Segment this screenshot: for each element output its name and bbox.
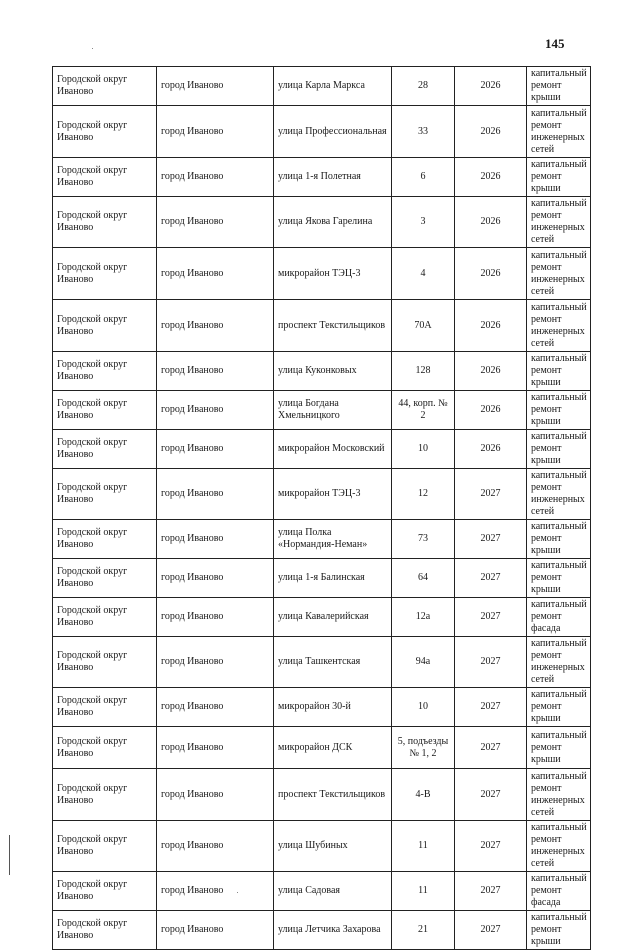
table-row: [53, 469, 591, 520]
street-cell: проспект Текстильщиков: [274, 300, 392, 352]
street-cell: микрорайон ДСК: [274, 727, 392, 769]
city-cell: город Иваново: [157, 769, 274, 821]
house-cell: 44, корп. № 2: [392, 391, 455, 430]
year-cell: 2027: [455, 598, 527, 637]
table-row: [53, 300, 591, 352]
year-cell: 2026: [455, 67, 527, 106]
street-cell: улица Летчика Захарова: [274, 911, 392, 950]
city-cell: город Иваново: [157, 598, 274, 637]
table-row: [53, 769, 591, 821]
city-cell: город Иваново: [157, 352, 274, 391]
table-row: [53, 430, 591, 469]
page-number: 145: [545, 36, 565, 51]
work-type-cell: капитальный ремонт фасада: [527, 872, 591, 911]
year-cell: 2027: [455, 688, 527, 727]
work-type-cell: капитальный ремонт крыши: [527, 391, 591, 430]
work-type-cell: капитальный ремонт инженерных сетей: [527, 769, 591, 821]
street-cell: улица Кавалерийская: [274, 598, 392, 637]
city-cell: город Иваново: [157, 248, 274, 300]
year-cell: 2026: [455, 248, 527, 300]
house-cell: 12а: [392, 598, 455, 637]
house-cell: 11: [392, 872, 455, 911]
district-cell: Городской округ Иваново: [53, 67, 157, 106]
house-cell: 64: [392, 559, 455, 598]
city-cell: город Иваново: [157, 559, 274, 598]
street-cell: улица Якова Гарелина: [274, 197, 392, 248]
table-row: [53, 911, 591, 950]
year-cell: 2027: [455, 911, 527, 950]
street-cell: улица Ташкентская: [274, 637, 392, 688]
street-cell: улица Карла Маркса: [274, 67, 392, 106]
district-cell: Городской округ Иваново: [53, 637, 157, 688]
house-cell: 94а: [392, 637, 455, 688]
table-row: [53, 559, 591, 598]
repair-schedule-table: [52, 66, 591, 950]
work-type-cell: капитальный ремонт крыши: [527, 559, 591, 598]
year-cell: 2027: [455, 559, 527, 598]
city-cell: город Иваново: [157, 520, 274, 559]
house-cell: 4: [392, 248, 455, 300]
table-row: [53, 637, 591, 688]
year-cell: 2026: [455, 352, 527, 391]
city-cell: город Иваново: [157, 872, 274, 911]
district-cell: Городской округ Иваново: [53, 197, 157, 248]
table-row: [53, 352, 591, 391]
street-cell: улица 1-я Балинская: [274, 559, 392, 598]
house-cell: 10: [392, 688, 455, 727]
house-cell: 73: [392, 520, 455, 559]
house-cell: 33: [392, 106, 455, 158]
table-row: [53, 727, 591, 769]
city-cell: город Иваново: [157, 158, 274, 197]
city-cell: город Иваново: [157, 469, 274, 520]
year-cell: 2027: [455, 872, 527, 911]
city-cell: город Иваново: [157, 727, 274, 769]
year-cell: 2026: [455, 158, 527, 197]
table-row: [53, 106, 591, 158]
year-cell: 2026: [455, 430, 527, 469]
district-cell: Городской округ Иваново: [53, 821, 157, 872]
work-type-cell: капитальный ремонт крыши: [527, 520, 591, 559]
district-cell: Городской округ Иваново: [53, 352, 157, 391]
district-cell: Городской округ Иваново: [53, 688, 157, 727]
district-cell: Городской округ Иваново: [53, 248, 157, 300]
work-type-cell: капитальный ремонт крыши: [527, 352, 591, 391]
work-type-cell: капитальный ремонт инженерных сетей: [527, 469, 591, 520]
street-cell: улица 1-я Полетная: [274, 158, 392, 197]
table-row: [53, 821, 591, 872]
street-cell: улица Профессиональная: [274, 106, 392, 158]
street-cell: улица Полка «Нормандия-Неман»: [274, 520, 392, 559]
year-cell: 2026: [455, 391, 527, 430]
table-row: [53, 598, 591, 637]
year-cell: 2027: [455, 469, 527, 520]
year-cell: 2026: [455, 197, 527, 248]
year-cell: 2026: [455, 106, 527, 158]
year-cell: 2027: [455, 769, 527, 821]
house-cell: 6: [392, 158, 455, 197]
street-cell: микрорайон ТЭЦ-3: [274, 248, 392, 300]
house-cell: 70А: [392, 300, 455, 352]
city-cell: город Иваново: [157, 430, 274, 469]
work-type-cell: капитальный ремонт фасада: [527, 598, 591, 637]
house-cell: 4-В: [392, 769, 455, 821]
year-cell: 2026: [455, 300, 527, 352]
table-row: [53, 248, 591, 300]
street-cell: улица Шубиных: [274, 821, 392, 872]
city-cell: город Иваново: [157, 67, 274, 106]
work-type-cell: капитальный ремонт крыши: [527, 911, 591, 950]
house-cell: 128: [392, 352, 455, 391]
city-cell: город Иваново: [157, 300, 274, 352]
city-cell: город Иваново: [157, 821, 274, 872]
street-cell: улица Садовая: [274, 872, 392, 911]
street-cell: микрорайон ТЭЦ-3: [274, 469, 392, 520]
city-cell: город Иваново: [157, 106, 274, 158]
year-cell: 2027: [455, 637, 527, 688]
table-row: [53, 391, 591, 430]
table-row: [53, 158, 591, 197]
city-cell: город Иваново: [157, 637, 274, 688]
district-cell: Городской округ Иваново: [53, 391, 157, 430]
district-cell: Городской округ Иваново: [53, 430, 157, 469]
district-cell: Городской округ Иваново: [53, 520, 157, 559]
district-cell: Городской округ Иваново: [53, 469, 157, 520]
city-cell: город Иваново: [157, 197, 274, 248]
house-cell: 11: [392, 821, 455, 872]
work-type-cell: капитальный ремонт инженерных сетей: [527, 197, 591, 248]
work-type-cell: капитальный ремонт инженерных сетей: [527, 637, 591, 688]
district-cell: Городской округ Иваново: [53, 872, 157, 911]
year-cell: 2027: [455, 821, 527, 872]
work-type-cell: капитальный ремонт инженерных сетей: [527, 248, 591, 300]
scan-margin-mark: [9, 835, 10, 875]
house-cell: 10: [392, 430, 455, 469]
work-type-cell: капитальный ремонт инженерных сетей: [527, 106, 591, 158]
district-cell: Городской округ Иваново: [53, 769, 157, 821]
district-cell: Городской округ Иваново: [53, 106, 157, 158]
district-cell: Городской округ Иваново: [53, 300, 157, 352]
city-cell: город Иваново: [157, 911, 274, 950]
district-cell: Городской округ Иваново: [53, 559, 157, 598]
street-cell: проспект Текстильщиков: [274, 769, 392, 821]
table-row: [53, 67, 591, 106]
district-cell: Городской округ Иваново: [53, 727, 157, 769]
work-type-cell: капитальный ремонт инженерных сетей: [527, 300, 591, 352]
street-cell: улица Куконковых: [274, 352, 392, 391]
scan-speck: [237, 892, 238, 893]
work-type-cell: капитальный ремонт крыши: [527, 727, 591, 769]
district-cell: Городской округ Иваново: [53, 598, 157, 637]
street-cell: улица Богдана Хмельницкого: [274, 391, 392, 430]
work-type-cell: капитальный ремонт крыши: [527, 158, 591, 197]
district-cell: Городской округ Иваново: [53, 158, 157, 197]
house-cell: 12: [392, 469, 455, 520]
house-cell: 5, подъезды № 1, 2: [392, 727, 455, 769]
house-cell: 21: [392, 911, 455, 950]
work-type-cell: капитальный ремонт крыши: [527, 67, 591, 106]
street-cell: микрорайон 30-й: [274, 688, 392, 727]
table-row: [53, 688, 591, 727]
work-type-cell: капитальный ремонт инженерных сетей: [527, 821, 591, 872]
work-type-cell: капитальный ремонт крыши: [527, 430, 591, 469]
year-cell: 2027: [455, 727, 527, 769]
table-row: [53, 197, 591, 248]
year-cell: 2027: [455, 520, 527, 559]
district-cell: Городской округ Иваново: [53, 911, 157, 950]
table-row: [53, 520, 591, 559]
house-cell: 28: [392, 67, 455, 106]
work-type-cell: капитальный ремонт крыши: [527, 688, 591, 727]
street-cell: микрорайон Московский: [274, 430, 392, 469]
house-cell: 3: [392, 197, 455, 248]
city-cell: город Иваново: [157, 688, 274, 727]
city-cell: город Иваново: [157, 391, 274, 430]
scan-speck: [92, 48, 93, 49]
